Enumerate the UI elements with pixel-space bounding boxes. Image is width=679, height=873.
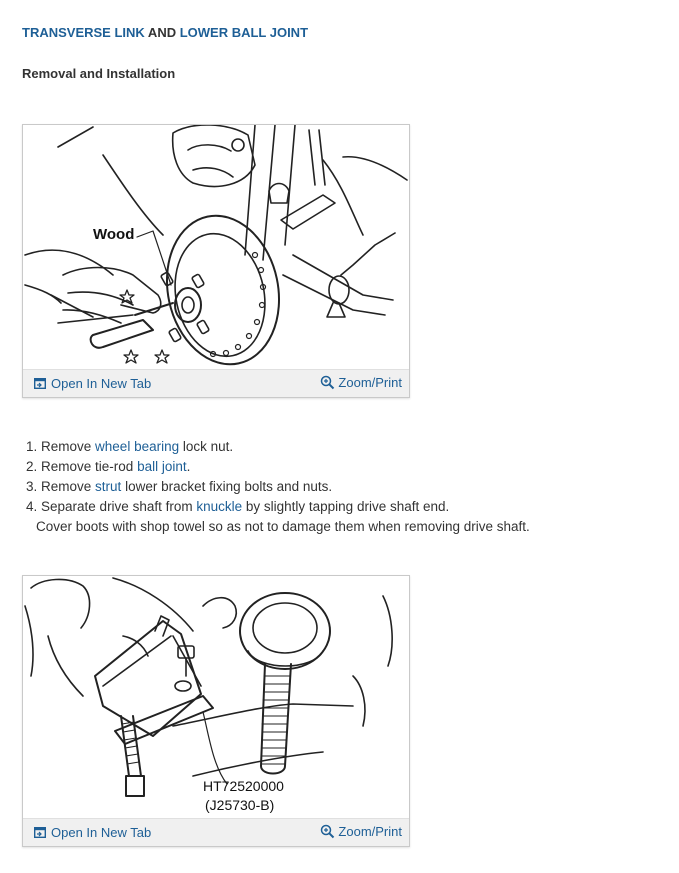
link-wheel-bearing[interactable]: wheel bearing <box>95 439 180 454</box>
step-2-post: . <box>186 459 191 474</box>
link-knuckle[interactable]: knuckle <box>196 499 243 514</box>
figure-1 <box>22 124 410 398</box>
step-3 <box>26 477 449 497</box>
step-4-post: by slightly tapping drive shaft end. <box>242 499 450 514</box>
step-3-pre: Remove <box>37 479 96 494</box>
step-3-post: lower bracket fixing bolts and nuts. <box>121 479 333 494</box>
step-4-num: 4. <box>26 499 38 514</box>
open-in-new-tab-icon <box>34 378 46 389</box>
step-1 <box>26 437 449 457</box>
figure-1-callout-wood: Wood <box>93 226 135 243</box>
figure-2-callout-tool-number: (J25730-B) <box>205 797 275 813</box>
step-2 <box>26 457 449 477</box>
figure-2-illustration <box>23 576 409 818</box>
step-1-pre: Remove <box>37 439 96 454</box>
step-3-num: 3. <box>26 479 38 494</box>
step-2-num: 2. <box>26 459 38 474</box>
section-title <box>22 25 308 40</box>
figure-1-zoom-label: Zoom/Print <box>338 375 402 390</box>
figure-2-toolbar <box>23 818 409 846</box>
figure-1-toolbar <box>23 369 409 397</box>
figure-2 <box>22 575 410 847</box>
step-4-note: Cover boots with shop towel so as not to damage them when removing drive shaft. <box>36 519 530 534</box>
subtitle: Removal and Installation <box>22 66 176 81</box>
step-4-pre: Separate drive shaft from <box>37 499 197 514</box>
figure-2-zoom-label: Zoom/Print <box>338 824 402 839</box>
figure-2-callout-part-number: HT72520000 <box>203 778 284 794</box>
figure-2-open-in-new-tab-link[interactable] <box>34 825 151 840</box>
zoom-icon <box>320 824 335 839</box>
figure-2-open-label: Open In New Tab <box>51 825 152 840</box>
figure-1-illustration <box>23 125 409 369</box>
figure-1-open-label: Open In New Tab <box>51 376 152 391</box>
link-ball-joint[interactable]: ball joint <box>137 459 187 474</box>
figure-1-zoom-print-link[interactable] <box>320 375 402 390</box>
step-4 <box>26 497 449 517</box>
step-1-num: 1. <box>26 439 38 454</box>
open-in-new-tab-icon <box>34 827 46 838</box>
step-1-post: lock nut. <box>179 439 234 454</box>
step-list <box>26 437 449 517</box>
title-and: AND <box>144 25 180 40</box>
figure-1-open-in-new-tab-link[interactable] <box>34 376 151 391</box>
link-strut[interactable]: strut <box>95 479 122 494</box>
step-2-pre: Remove tie-rod <box>37 459 138 474</box>
zoom-icon <box>320 375 335 390</box>
figure-2-zoom-print-link[interactable] <box>320 824 402 839</box>
title-link-lower-ball-joint[interactable]: LOWER BALL JOINT <box>179 25 309 40</box>
title-link-transverse-link[interactable]: TRANSVERSE LINK <box>22 25 145 40</box>
